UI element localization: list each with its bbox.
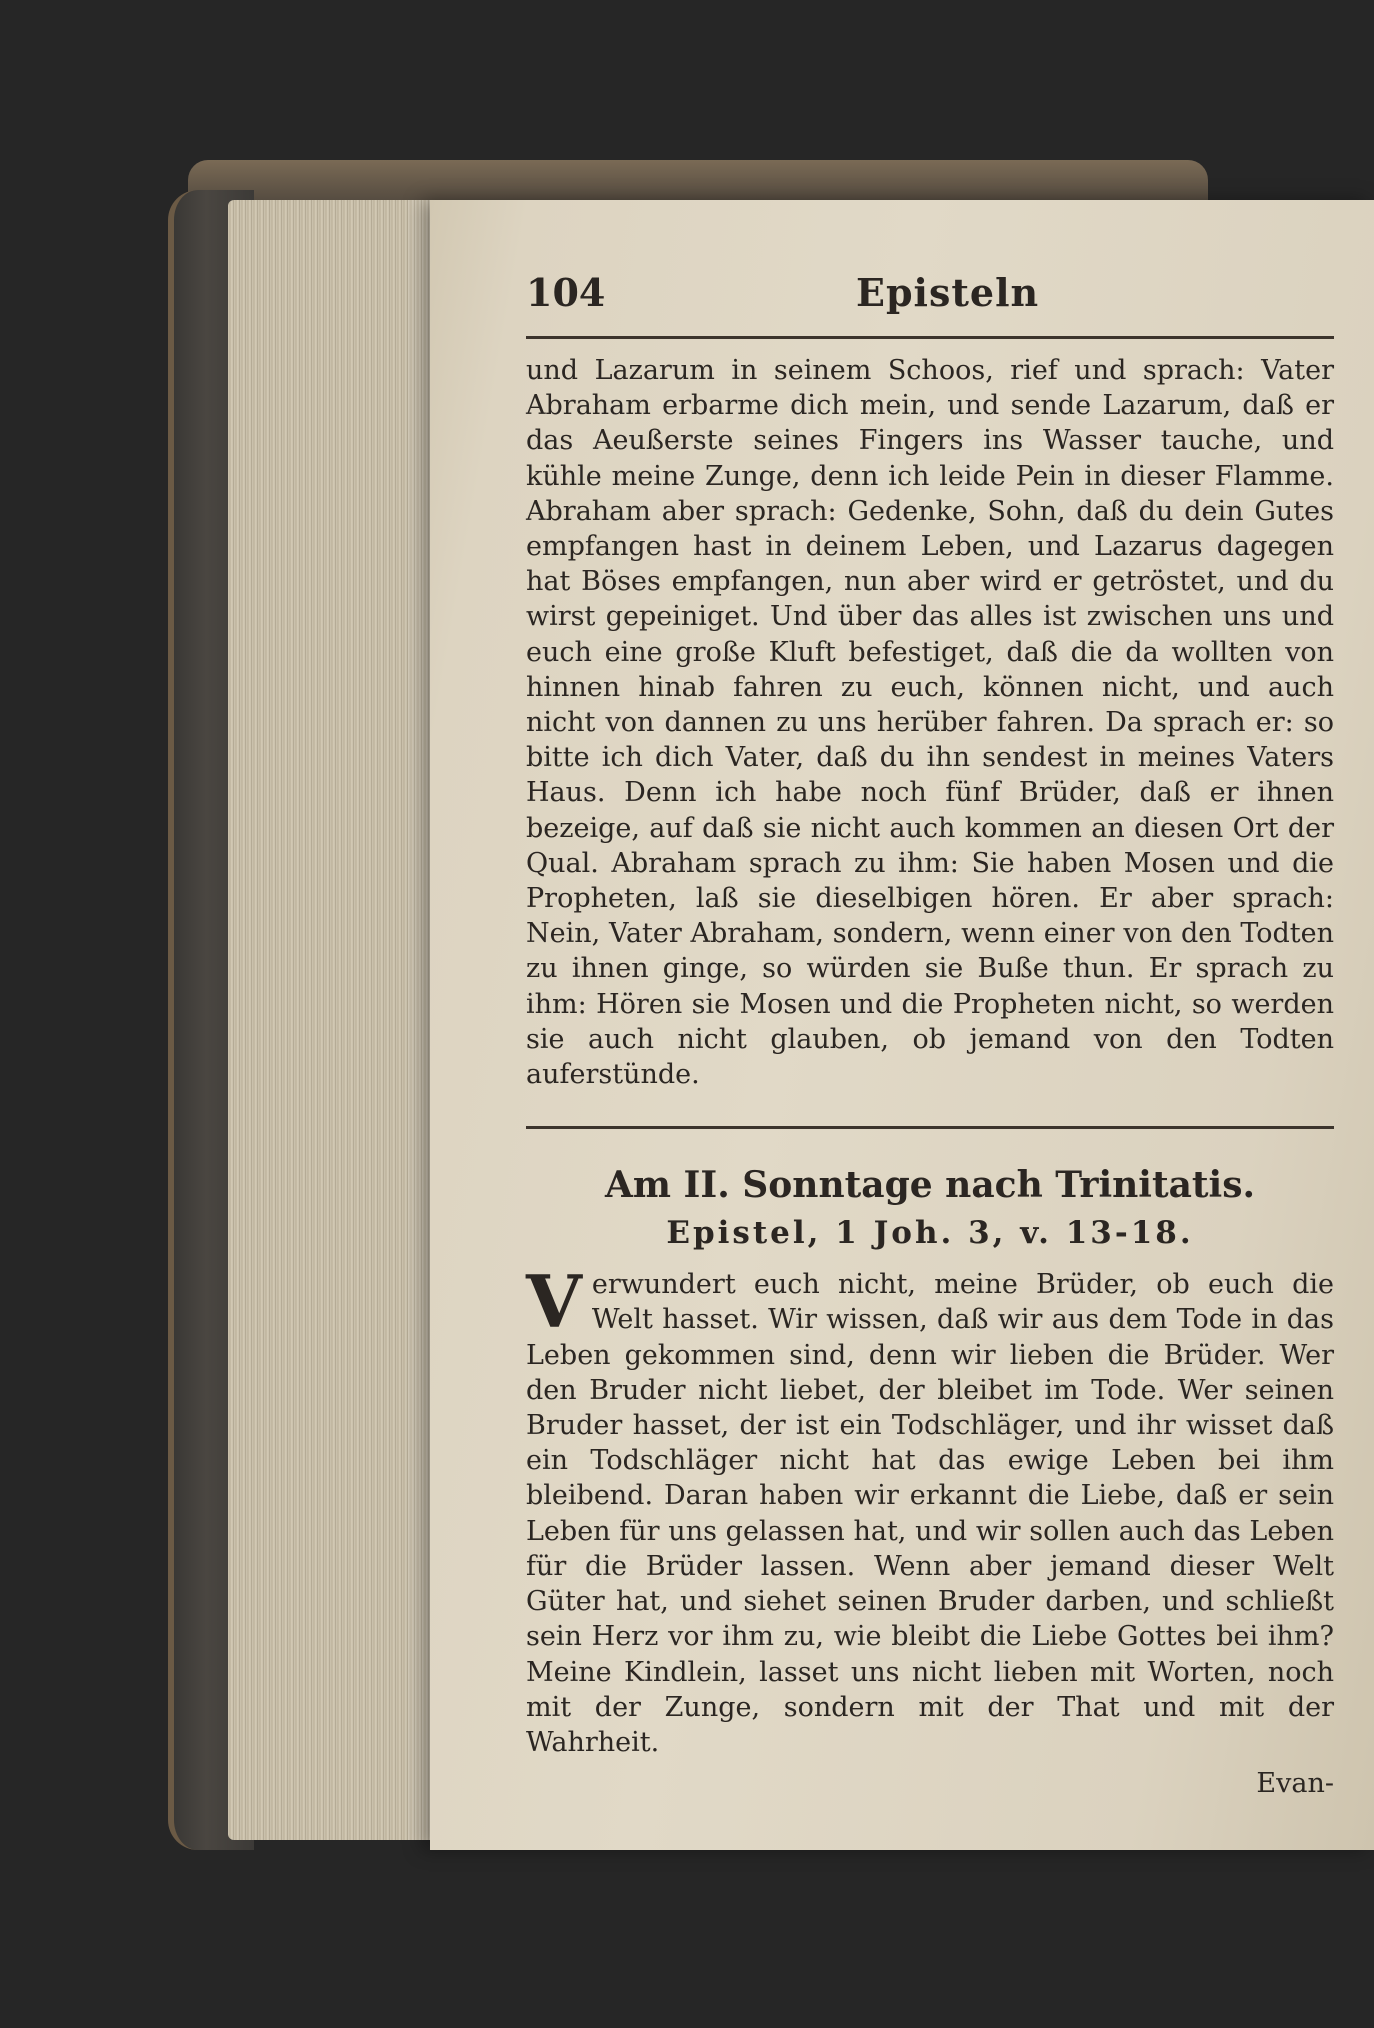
section-paragraph: erwundert euch nicht, meine Brüder, ob euch die Welt hasset. Wir wissen, daß wir aus dem Tode in das Leben gekommen sind, denn wir lieben die Brüder. Wer den Bruder nicht liebet, der bleibet im Tode. Wer seinen Bruder hasset, der ist ein Todschläger, und ihr wisset daß ein Todschläger nicht hat das ewige Leben bei ihm bleibend. Daran haben wir erkannt die Liebe, daß er sein Leben für uns gelassen hat, und wir sollen auch das Leben für die Brüder lassen. Wenn aber jemand dieser Welt Güter hat, und siehet seinen Bruder darben, und schließt sein Herz vor ihm zu, wie bleibt die Liebe Gottes bei ihm? Meine Kindlein, lasset uns nicht lieben mit Worten, noch mit der Zunge, sondern mit der That und mit der Wahrheit.	[526, 1269, 1334, 1758]
book	[168, 160, 1374, 1860]
page-header	[526, 270, 1334, 339]
catchword: Evan-	[1256, 1768, 1334, 1800]
drop-cap: V	[526, 1259, 582, 1345]
continuation-paragraph: und Lazarum in seinem Schoos, rief und sprach: Vater Abraham erbarme dich mein, und sende Lazarum, daß er das Aeußerste seines Fingers ins Wasser tauche, und kühle meine Zunge, denn ich leide Pein in dieser Flamme. Abraham aber sprach: Gedenke, Sohn, daß du dein Gutes empfangen hast in deinem Leben, und Lazarus dagegen hat Böses empfangen, nun aber wird er getröstet, und du wirst gepeiniget. Und über das alles ist zwischen uns und euch eine große Kluft befestiget, daß die da wollten von hinnen hinab fahren zu euch, können nicht, und auch nicht von dannen zu uns herüber fahren. Da sprach er: so bitte ich dich Vater, daß du ihn sendest in meines Vaters Haus. Denn ich habe noch fünf Brüder, daß er ihnen bezeige, auf daß sie nicht auch kommen an diesen Ort der Qual. Abraham sprach zu ihm: Sie haben Mosen und die Propheten, laß sie dieselbigen hören. Er aber sprach: Nein, Vater Abraham, sondern, wenn einer von den Todten zu ihnen ginge, so würden sie Buße thun. Er sprach zu ihm: Hören sie Mosen und die Propheten nicht, so werden sie auch nicht glauben, ob jemand von den Todten auferstünde.	[526, 355, 1334, 1091]
section-text	[526, 1259, 1334, 1760]
page-number: 104	[526, 270, 606, 315]
page-content	[526, 270, 1374, 1799]
section-divider	[526, 1126, 1334, 1129]
book-page	[430, 200, 1374, 1850]
continuation-text	[526, 353, 1334, 1092]
section-title: Am II. Sonntage nach Trinitatis.	[604, 1164, 1256, 1207]
running-head: Episteln	[856, 270, 1040, 315]
section-reference: Epistel, 1 Joh. 3, v. 13-18.	[666, 1215, 1194, 1252]
